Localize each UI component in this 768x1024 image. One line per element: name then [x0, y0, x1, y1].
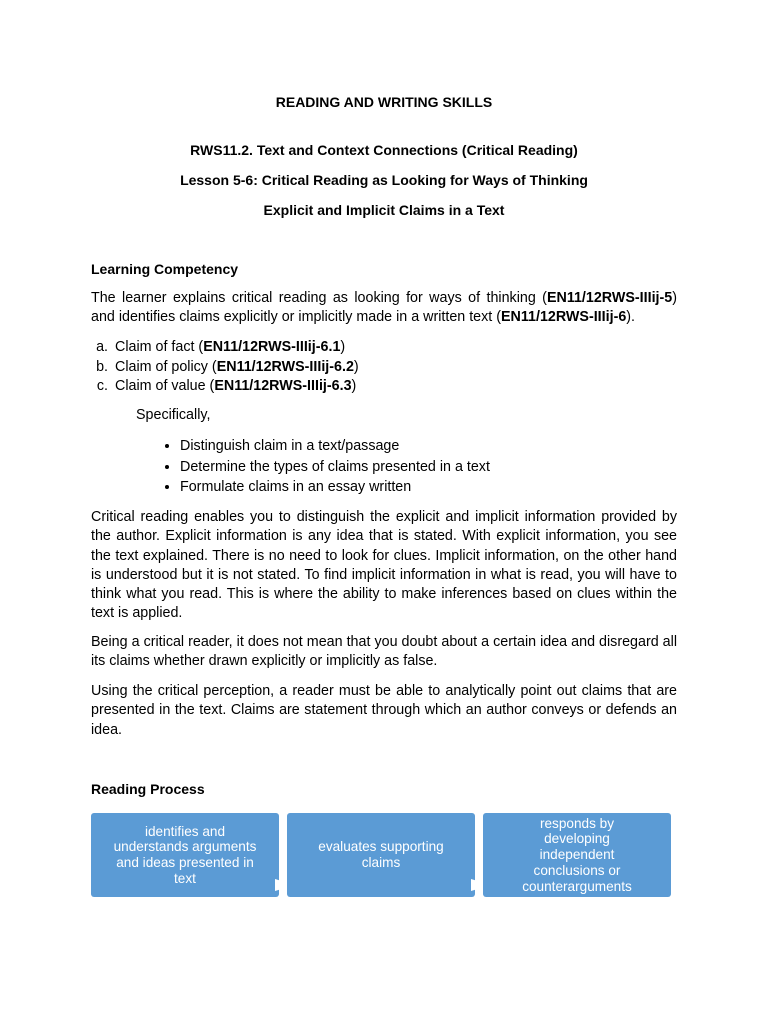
process-step-label: identifies and understands arguments and ideas presented in text: [113, 823, 257, 886]
module-title: RWS11.2. Text and Context Connections (Critical Reading): [190, 142, 578, 158]
intro-text-c: ).: [626, 309, 636, 326]
process-step-1: [91, 813, 279, 897]
claim-code: EN11/12RWS-IIIij-6.2: [216, 358, 354, 375]
body-paragraph-1: Critical reading enables you to distinguish the explicit and implicit information provided by the author. Explicit information is any idea that is stated. With explicit information, you see the text explained. There is no need to look for clues. Implicit information, on the other hand is understood but it is not stated. To find implicit information in what is read, you will have to think what you read. This is where the ability to make inferences based on clues within the text is applied.: [91, 509, 677, 622]
process-step-2: [287, 813, 475, 897]
intro-text-b: ) and identifies claims explicitly or implicitly made in a written text (: [91, 290, 677, 326]
objectives-list: [136, 436, 660, 498]
list-item: • Distinguish claim in a text/passage: [180, 436, 660, 457]
process-step-label: responds by developing independent conclusions or counterarguments: [522, 815, 632, 894]
list-item: • Determine the types of claims presented in a text: [180, 457, 660, 478]
competency-code-2: EN11/12RWS-IIIij-6: [501, 309, 627, 326]
competency-code-1: EN11/12RWS-IIIij-5: [546, 290, 673, 306]
specifically-label: Specifically,: [136, 407, 211, 423]
claim-code: EN11/12RWS-IIIij-6.1: [203, 339, 341, 355]
claim-code: EN11/12RWS-IIIij-6.3: [214, 378, 352, 394]
subject-title: READING AND WRITING SKILLS: [275, 94, 493, 110]
body-paragraph-2: Being a critical reader, it does not mean that you doubt about a certain idea and disregard all its claims whether drawn explicitly or implicitly as false.: [91, 634, 677, 670]
process-step-3: [483, 813, 671, 897]
learning-competency-heading: Learning Competency: [91, 261, 239, 277]
topic-title: Explicit and Implicit Claims in a Text: [263, 202, 505, 218]
intro-text-a: The learner explains critical reading as looking for ways of thinking (: [91, 290, 547, 306]
lesson-title: Lesson 5-6: Critical Reading as Looking for Ways of Thinking: [180, 172, 588, 188]
claims-list: [91, 338, 672, 397]
list-item: b. Claim of policy (EN11/12RWS-IIIij-6.2): [112, 358, 672, 378]
list-item: • Formulate claims in an essay written: [180, 477, 660, 498]
list-item: a. Claim of fact (EN11/12RWS-IIIij-6.1): [112, 338, 672, 358]
process-step-label: evaluates supporting claims: [318, 839, 444, 870]
body-paragraph-3: Using the critical perception, a reader must be able to analytically point out claims that are presented in the text. Claims are statement through which an author conveys or defends an idea.: [91, 683, 677, 738]
list-item: c. Claim of value (EN11/12RWS-IIIij-6.3): [112, 377, 672, 397]
competency-intro: [91, 289, 677, 328]
reading-process-heading: Reading Process: [91, 781, 205, 797]
